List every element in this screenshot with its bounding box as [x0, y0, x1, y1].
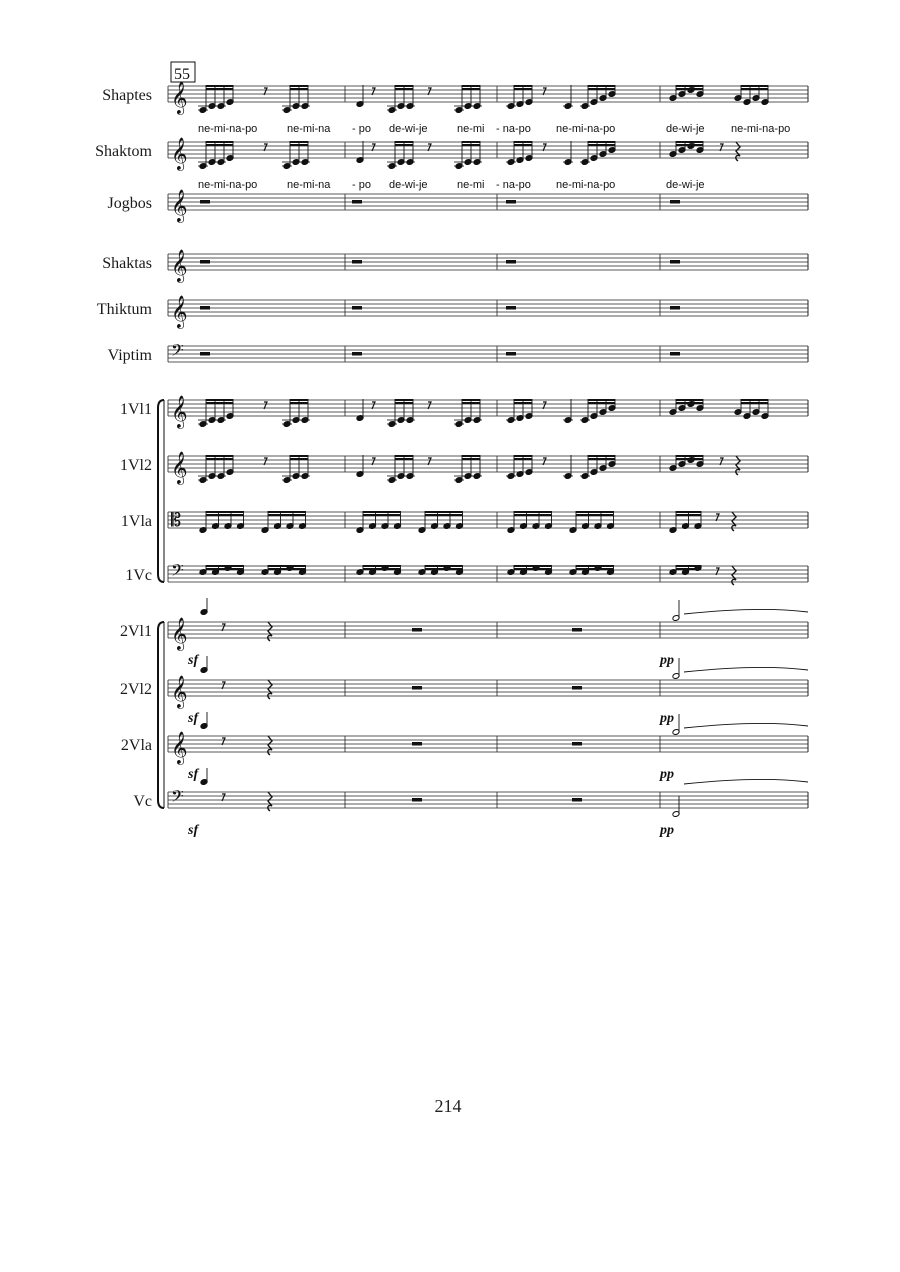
- bass-clef-icon: 𝄢: [171, 786, 184, 810]
- note-beam: [676, 141, 703, 143]
- note-beam: [363, 511, 401, 513]
- note-beam: [290, 402, 308, 404]
- whole-rest: [352, 200, 362, 204]
- note-beam: [462, 458, 480, 460]
- note-beam: [676, 402, 703, 404]
- dynamic-marking: sf: [188, 711, 199, 726]
- note-beam: [462, 402, 480, 404]
- lyric-syllable: ne-mi-na-po: [556, 179, 616, 191]
- whole-rest: [352, 352, 362, 356]
- dynamic-marking: pp: [660, 653, 674, 668]
- whole-rest: [352, 306, 362, 310]
- note-beam: [290, 85, 308, 87]
- note-beam: [514, 141, 532, 143]
- lyric-syllable: - na-po: [496, 179, 531, 191]
- note-beam: [206, 399, 233, 401]
- note-beam: [425, 514, 463, 516]
- staff-name: 2Vl2: [120, 681, 152, 698]
- treble-clef-icon: 𝄞: [171, 395, 188, 428]
- note-beam: [425, 565, 463, 567]
- whole-rest: [412, 798, 422, 802]
- staff-name: Viptim: [107, 347, 152, 364]
- whole-rest: [572, 686, 582, 690]
- note-beam: [206, 455, 233, 457]
- note-beam: [741, 399, 768, 401]
- lyric-syllable: ne-mi-na-po: [556, 123, 616, 135]
- string-group-2-bracket: [158, 622, 164, 808]
- lyric-syllable: de-wi-je: [666, 179, 705, 191]
- note-beam: [588, 402, 615, 404]
- note-beam: [206, 85, 233, 87]
- note-beam: [741, 85, 768, 87]
- staff-name: Shaktas: [102, 255, 152, 272]
- whole-rest: [506, 260, 516, 264]
- treble-clef-icon: 𝄞: [171, 295, 188, 328]
- whole-rest: [506, 352, 516, 356]
- whole-rest: [506, 306, 516, 310]
- whole-rest: [670, 260, 680, 264]
- staff-name: 1Vc: [125, 567, 152, 584]
- note-beam: [676, 514, 701, 516]
- note-beam: [676, 399, 703, 401]
- note-beam: [514, 565, 552, 567]
- note-beam: [676, 458, 703, 460]
- lyric-syllable: - po: [352, 123, 371, 135]
- treble-clef-icon: 𝄞: [171, 451, 188, 484]
- treble-clef-icon: 𝄞: [171, 249, 188, 282]
- staff-name: 1Vl1: [120, 401, 152, 418]
- note-beam: [676, 568, 701, 570]
- dynamic-marking: pp: [660, 767, 674, 782]
- staff-name: Vc: [133, 793, 152, 810]
- tie-arc: [684, 667, 808, 672]
- note-beam: [588, 85, 615, 87]
- treble-clef-icon: 𝄞: [171, 189, 188, 222]
- whole-rest: [572, 742, 582, 746]
- note-beam: [588, 455, 615, 457]
- whole-rest: [352, 260, 362, 264]
- rehearsal-mark: 55: [174, 66, 190, 83]
- whole-rest: [200, 306, 210, 310]
- lyric-syllable: de-wi-je: [389, 123, 428, 135]
- dynamic-marking: sf: [188, 767, 199, 782]
- note-beam: [514, 458, 532, 460]
- staff-name: 1Vla: [120, 513, 152, 530]
- whole-rest: [200, 200, 210, 204]
- whole-rest: [200, 260, 210, 264]
- whole-rest: [572, 628, 582, 632]
- dynamic-marking: pp: [660, 711, 674, 726]
- staff-name: 2Vla: [120, 737, 152, 754]
- note-beam: [290, 455, 308, 457]
- lyric-syllable: de-wi-je: [666, 123, 705, 135]
- staff-name: 2Vl1: [120, 623, 152, 640]
- tie-arc: [684, 779, 808, 784]
- note-beam: [268, 568, 306, 570]
- note-beam: [395, 399, 413, 401]
- note-beam: [514, 511, 552, 513]
- note-beam: [290, 458, 308, 460]
- lyric-syllable: ne-mi: [457, 179, 485, 191]
- note-beam: [588, 141, 615, 143]
- note-beam: [514, 85, 532, 87]
- note-beam: [206, 514, 244, 516]
- treble-clef-icon: 𝄞: [171, 617, 188, 650]
- note-beam: [395, 402, 413, 404]
- note-beam: [363, 514, 401, 516]
- note-beam: [268, 514, 306, 516]
- note-beam: [676, 455, 703, 457]
- whole-rest: [506, 200, 516, 204]
- note-beam: [206, 458, 233, 460]
- note-beam: [268, 565, 306, 567]
- whole-rest: [200, 352, 210, 356]
- whole-rest: [412, 686, 422, 690]
- note-beam: [290, 144, 308, 146]
- note-beam: [462, 399, 480, 401]
- note-beam: [425, 511, 463, 513]
- staff-name: Shaktom: [95, 143, 152, 160]
- treble-clef-icon: 𝄞: [171, 81, 188, 114]
- note-beam: [676, 511, 701, 513]
- note-beam: [395, 144, 413, 146]
- whole-rest: [670, 200, 680, 204]
- note-beam: [462, 144, 480, 146]
- note-beam: [206, 141, 233, 143]
- note-beam: [676, 565, 701, 567]
- tie-arc: [684, 609, 808, 614]
- treble-clef-icon: 𝄞: [171, 731, 188, 764]
- brackets-layer: [158, 400, 164, 808]
- note-beam: [576, 511, 614, 513]
- note-beam: [741, 402, 768, 404]
- note-beam: [462, 455, 480, 457]
- note-beam: [576, 514, 614, 516]
- note-beam: [676, 144, 703, 146]
- note-beam: [588, 399, 615, 401]
- note-beam: [514, 514, 552, 516]
- note-beam: [588, 88, 615, 90]
- note-beam: [363, 565, 401, 567]
- dynamic-marking: pp: [660, 823, 674, 838]
- note-beam: [395, 85, 413, 87]
- note-beam: [395, 458, 413, 460]
- lyric-syllable: - na-po: [496, 123, 531, 135]
- dynamic-marking: sf: [188, 653, 199, 668]
- lyric-syllable: ne-mi-na: [287, 179, 331, 191]
- note-beam: [395, 88, 413, 90]
- note-beam: [206, 88, 233, 90]
- whole-rest: [670, 352, 680, 356]
- note-beam: [290, 141, 308, 143]
- note-beam: [741, 88, 768, 90]
- note-beam: [462, 85, 480, 87]
- note-beam: [576, 568, 614, 570]
- dynamic-marking: sf: [188, 823, 199, 838]
- lyric-syllable: ne-mi-na: [287, 123, 331, 135]
- note-beam: [514, 399, 532, 401]
- note-beam: [425, 568, 463, 570]
- bass-clef-icon: 𝄢: [171, 340, 184, 364]
- note-beam: [514, 568, 552, 570]
- treble-clef-icon: 𝄞: [171, 675, 188, 708]
- whole-rest: [412, 742, 422, 746]
- lyric-syllable: de-wi-je: [389, 179, 428, 191]
- alto-clef-icon: 𝄡: [171, 510, 182, 531]
- tie-arc: [684, 723, 808, 728]
- note-beam: [514, 88, 532, 90]
- staff-name: 1Vl2: [120, 457, 152, 474]
- treble-clef-icon: 𝄞: [171, 137, 188, 170]
- lyric-syllable: ne-mi-na-po: [731, 123, 791, 135]
- lyric-syllable: ne-mi-na-po: [198, 123, 258, 135]
- page-number: 214: [434, 1096, 462, 1116]
- note-beam: [206, 144, 233, 146]
- note-beam: [290, 399, 308, 401]
- lyric-syllable: - po: [352, 179, 371, 191]
- note-beam: [588, 458, 615, 460]
- staff-name: Shaptes: [102, 87, 152, 104]
- note-beam: [462, 141, 480, 143]
- string-group-1-bracket: [158, 400, 164, 582]
- whole-rest: [670, 306, 680, 310]
- note-beam: [395, 455, 413, 457]
- note-beam: [588, 144, 615, 146]
- note-beam: [514, 144, 532, 146]
- whole-rest: [572, 798, 582, 802]
- note-beam: [268, 511, 306, 513]
- note-beam: [576, 565, 614, 567]
- note-beam: [514, 455, 532, 457]
- note-beam: [395, 141, 413, 143]
- bass-clef-icon: 𝄢: [171, 560, 184, 584]
- note-beam: [676, 88, 703, 90]
- note-beam: [206, 568, 244, 570]
- note-beam: [676, 85, 703, 87]
- whole-rest: [412, 628, 422, 632]
- note-beam: [290, 88, 308, 90]
- note-beam: [206, 511, 244, 513]
- lyric-syllable: ne-mi-na-po: [198, 179, 258, 191]
- staff-name: Thiktum: [96, 301, 152, 318]
- staff-name: Jogbos: [107, 195, 152, 212]
- lyric-syllable: ne-mi: [457, 123, 485, 135]
- note-beam: [514, 402, 532, 404]
- note-beam: [206, 565, 244, 567]
- note-beam: [206, 402, 233, 404]
- note-beam: [363, 568, 401, 570]
- note-beam: [462, 88, 480, 90]
